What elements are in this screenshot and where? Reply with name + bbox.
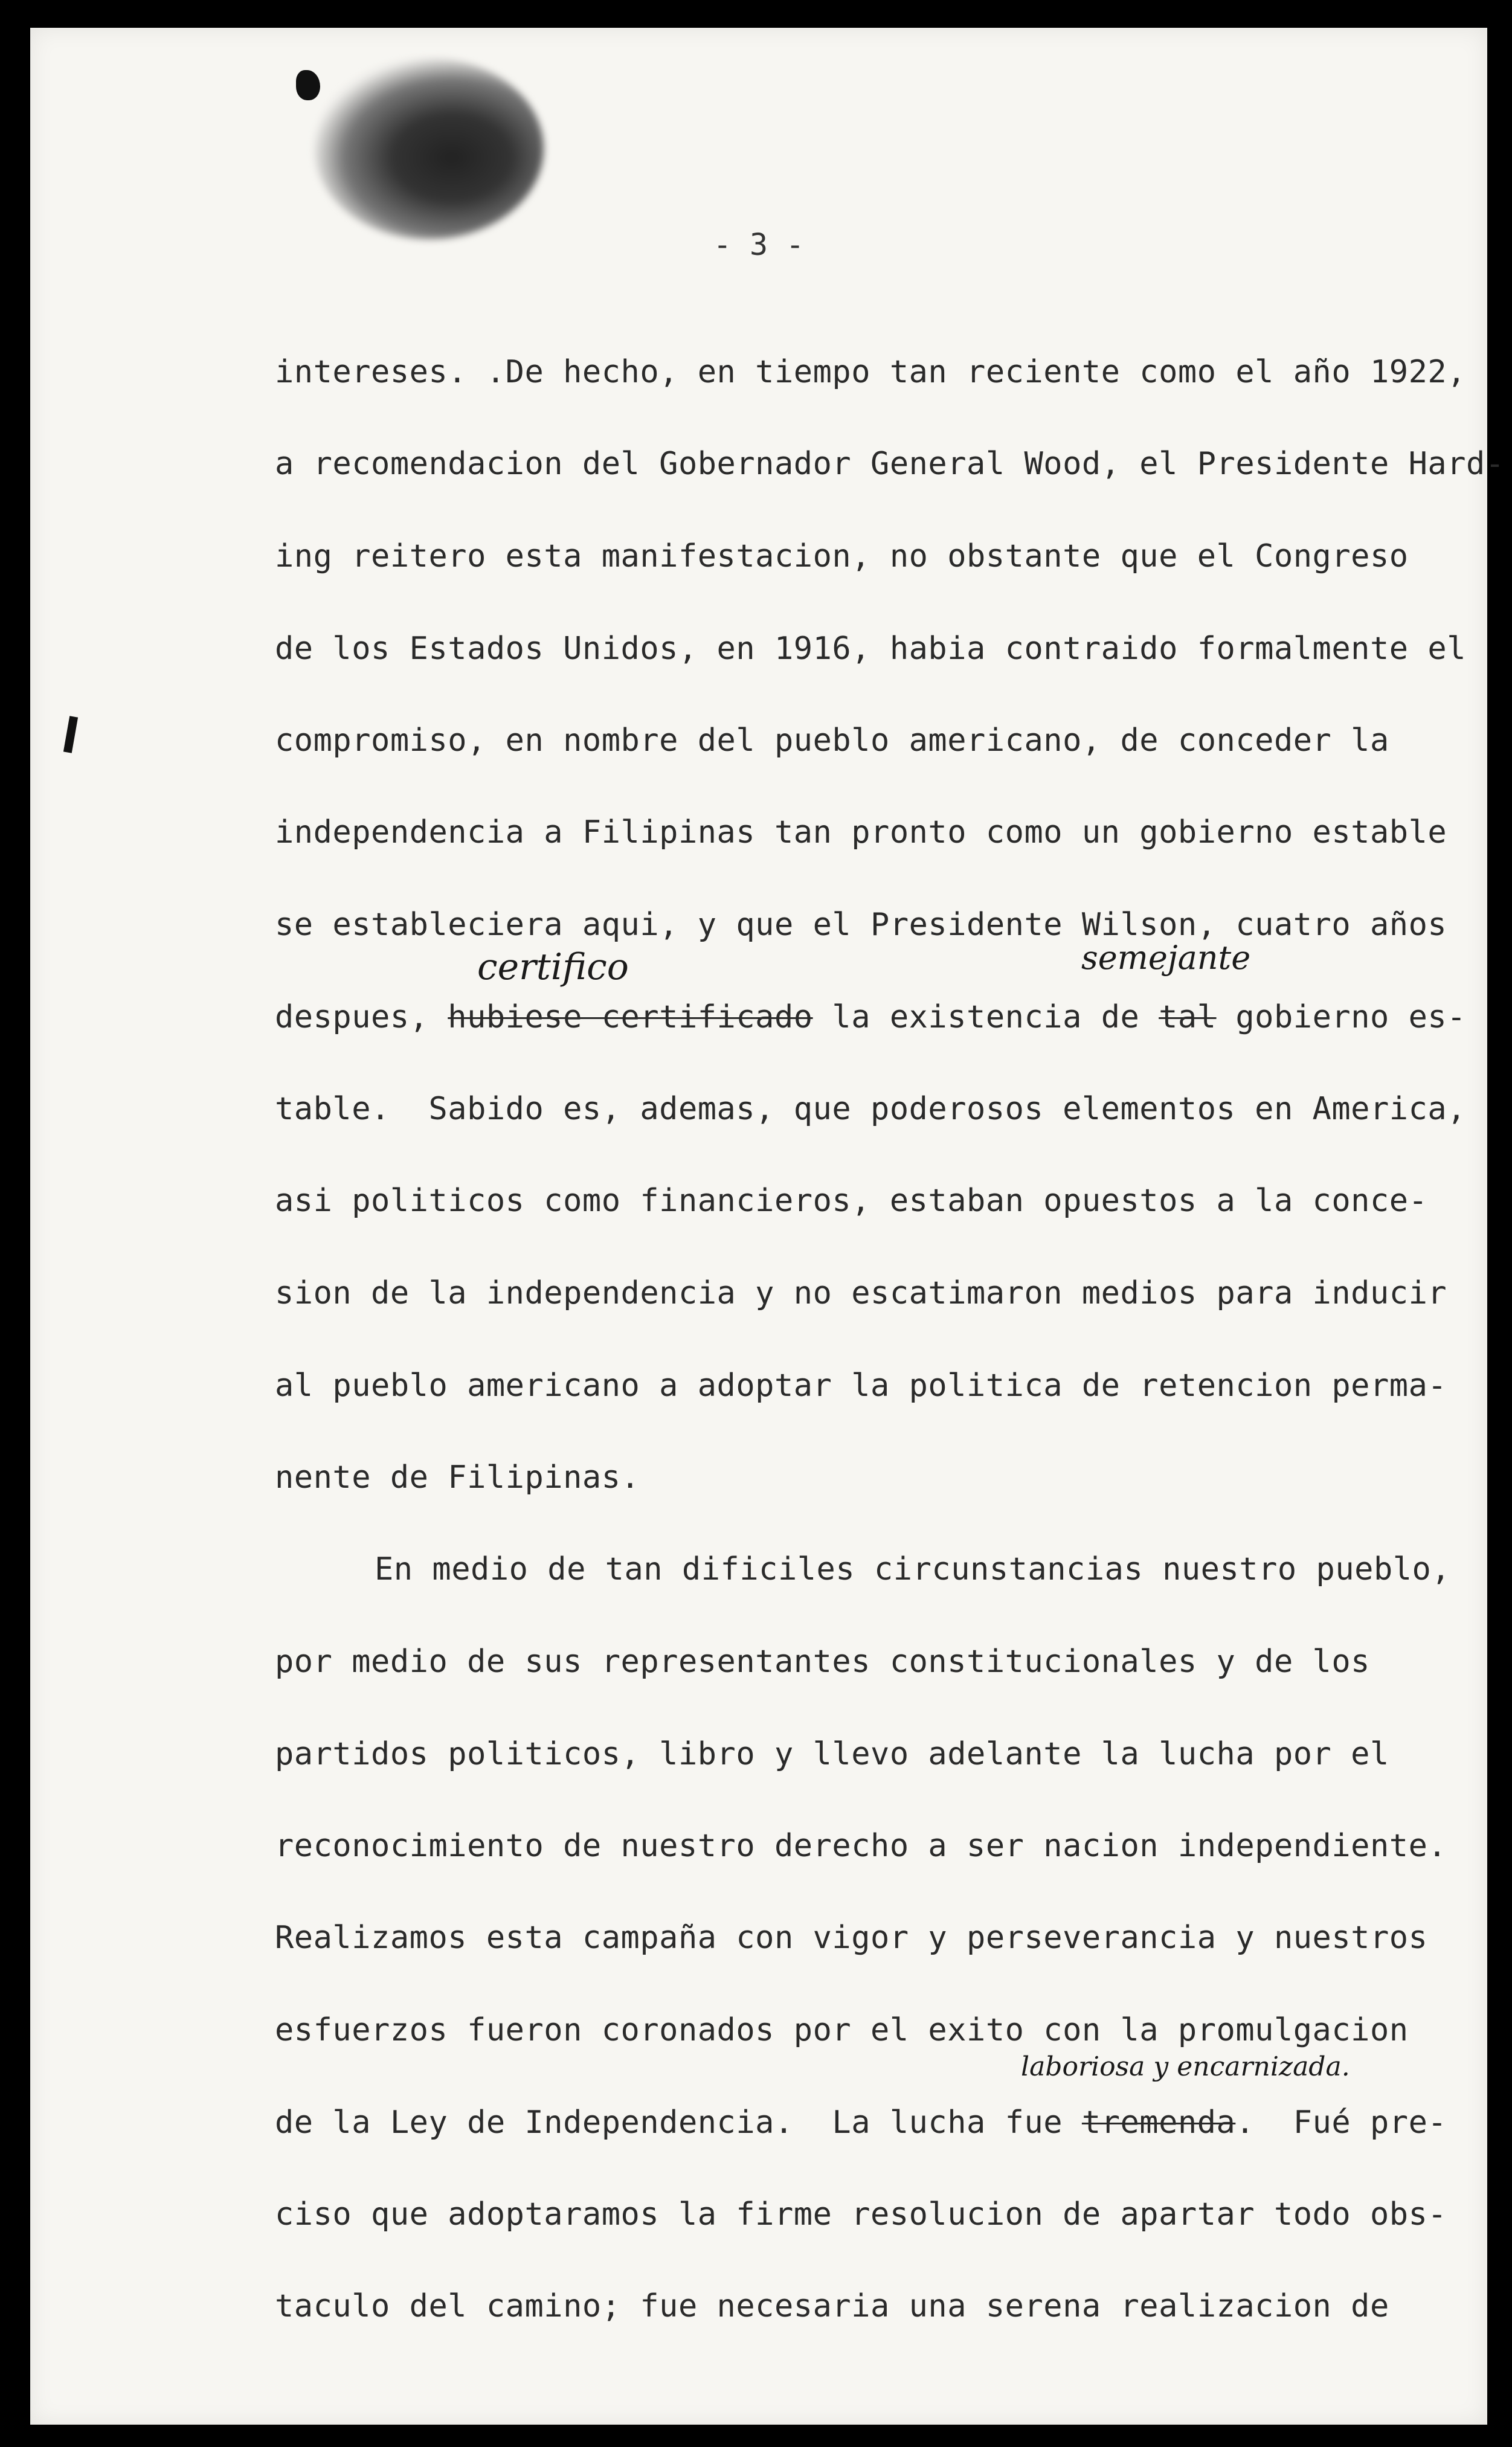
text-line: a recomendacion del Gobernador General Wood, el Presidente Hard- [275,446,1505,482]
ink-stain [314,58,544,239]
handwritten-correction: laboriosa y encarnizada. [1021,2051,1350,2082]
text-line: esfuerzos fueron coronados por el exito con la promulgacion [275,2012,1409,2048]
text-segment: . Fué pre- [1235,2105,1447,2141]
page-number: - 3 - [713,227,805,262]
text-line: por medio de sus representantes constitucionales y de los [275,1644,1370,1680]
text-line: nente de Filipinas. [275,1459,640,1496]
text-line: table. Sabido es, ademas, que poderosos elementos en America, [275,1091,1467,1127]
text-segment: la existencia de [812,999,1159,1035]
text-line: independencia a Filipinas tan pronto como un gobierno estable [275,814,1447,851]
text-line: ciso que adoptaramos la firme resolucion de apartar todo obs- [275,2196,1447,2233]
text-segment: gobierno es- [1216,999,1467,1035]
text-line: En medio de tan dificiles circunstancias nuestro pueblo, [375,1551,1451,1587]
text-line: sion de la independencia y no escatimaron medios para inducir [275,1275,1447,1311]
struck-text: tremenda [1081,2105,1236,2141]
ink-speck [63,716,78,753]
handwritten-correction: semejante [1081,939,1251,977]
text-line: compromiso, en nombre del pueblo americano, de conceder la [275,722,1389,759]
text-line-edited [275,2105,1447,2141]
struck-text: tal [1159,999,1217,1035]
text-line: intereses. .De hecho, en tiempo tan reciente como el año 1922, [275,354,1467,390]
text-line: Realizamos esta campaña con vigor y perseverancia y nuestros [275,1920,1428,1956]
text-line: de los Estados Unidos, en 1916, habia contraido formalmente el [275,631,1467,667]
text-line: asi politicos como financieros, estaban opuestos a la conce- [275,1183,1428,1219]
document-page [30,28,1505,2425]
text-line: reconocimiento de nuestro derecho a ser nacion independiente. [275,1828,1447,1864]
struck-text: hubiese certificado [448,999,813,1035]
text-line: partidos politicos, libro y llevo adelante la lucha por el [275,1736,1389,1772]
text-line: se estableciera aqui, y que el Presidente Wilson, cuatro años [275,907,1447,943]
text-line-edited [275,999,1466,1035]
ink-blot [296,70,320,100]
text-line: ing reitero esta manifestacion, no obstante que el Congreso [275,538,1409,574]
text-segment: despues, [275,999,448,1035]
text-line: al pueblo americano a adoptar la politica de retencion perma- [275,1368,1447,1404]
handwritten-correction: certifico [477,946,629,988]
text-segment: de la Ley de Independencia. La lucha fue [275,2105,1082,2141]
text-line: taculo del camino; fue necesaria una serena realizacion de [275,2288,1389,2324]
